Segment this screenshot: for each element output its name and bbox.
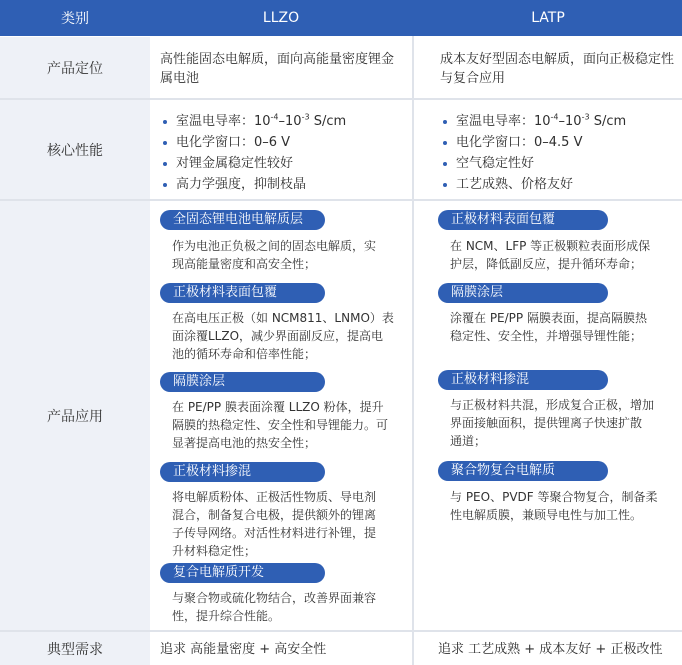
list-item: 室温电导率：$10^{-4}-10^{-3}$ S/cm [440,111,678,132]
list-item: 空气稳定性好 [440,153,678,174]
bullet-icon [163,120,167,124]
row-application [0,201,682,630]
list-item: 电化学窗口：0–6 V [160,132,408,153]
latp-applications [414,201,682,630]
application-desc: 涂覆在 PE/PP 隔膜表面，提高隔膜热 稳定性、安全性，并增强导锂性能； [450,311,647,343]
list-item: 对锂金属稳定性较好 [160,153,408,174]
list-item: 高力学强度，抑制枝晶 [160,174,408,195]
application-tag: 正极材料掺混 [438,370,608,390]
application-desc: 在 NCM、LFP 等正极颗粒表面形成保 护层，降低副反应，提升循环寿命； [450,239,651,271]
application-desc: 与聚合物或硫化物结合，改善界面兼容 性，提升综合性能。 [172,591,377,623]
row-demand [0,632,682,665]
table-header [0,0,682,36]
application-desc: 与正极材料共混，形成复合正极，增加 界面接触面积，提供锂离子快速扩散 通道； [450,398,655,448]
row-label: 核心性能 [0,100,150,199]
row-label: 产品应用 [0,201,150,630]
bullet-icon [443,141,447,145]
row-performance [0,100,682,199]
latp-demand: 追求 工艺成熟 + 成本友好 + 正极改性 [438,642,663,657]
application-tag: 隔膜涂层 [438,283,608,303]
application-desc: 作为电池正负极之间的固态电解质，实 现高能量密度和高安全性； [172,239,377,271]
application-tag: 聚合物复合电解质 [438,461,608,481]
application-desc: 与 PEO、PVDF 等聚合物复合，制备柔 性电解质膜，兼顾导电性与加工性。 [450,490,658,522]
application-tag: 全固态锂电池电解质层 [160,210,325,230]
bullet-icon [443,120,447,124]
bullet-icon [443,183,447,187]
llzo-performance-list [160,111,408,195]
llzo-demand: 追求 高能量密度 + 高安全性 [160,642,327,657]
llzo-applications [150,201,412,630]
bullet-icon [163,141,167,145]
list-item: 电化学窗口：0–4.5 V [440,132,678,153]
row-label: 产品定位 [0,37,150,98]
list-item: 工艺成熟、价格友好 [440,174,678,195]
row-positioning [0,37,682,98]
bullet-icon [163,162,167,166]
application-desc: 将电解质粉体、正极活性物质、导电剂 混合，制备复合电极，提供额外的锂离 子传导网络。对活性材料进行补锂，提 升材料稳定性； [172,490,377,558]
header-category: 类别 [61,11,89,27]
application-tag: 隔膜涂层 [160,372,325,392]
header-llzo: LLZO [262,10,300,26]
application-tag: 复合电解质开发 [160,563,325,583]
application-desc: 在高电压正极（如 NCM811、LNMO）表 面涂覆LLZO，减少界面副反应，提高电 池的循环寿命和倍率性能； [172,311,394,361]
latp-performance-list [440,111,678,195]
llzo-positioning: 高性能固态电解质，面向高能量密度锂金属电池 [160,52,395,86]
application-tag: 正极材料掺混 [160,462,325,482]
application-desc: 在 PE/PP 膜表面涂覆 LLZO 粉体，提升 隔膜的热稳定性、安全性和导锂能力。可 显著提高电池的热安全性； [172,400,389,450]
bullet-icon [443,162,447,166]
header-latp: LATP [531,10,565,26]
application-tag: 正极材料表面包覆 [438,210,608,230]
row-label: 典型需求 [0,632,150,665]
application-tag: 正极材料表面包覆 [160,283,325,303]
list-item: 室温电导率：$10^{-4}-10^{-3}$ S/cm [160,111,408,132]
latp-positioning: 成本友好型固态电解质，面向正极稳定性与复合应用 [440,52,675,86]
bullet-icon [163,183,167,187]
